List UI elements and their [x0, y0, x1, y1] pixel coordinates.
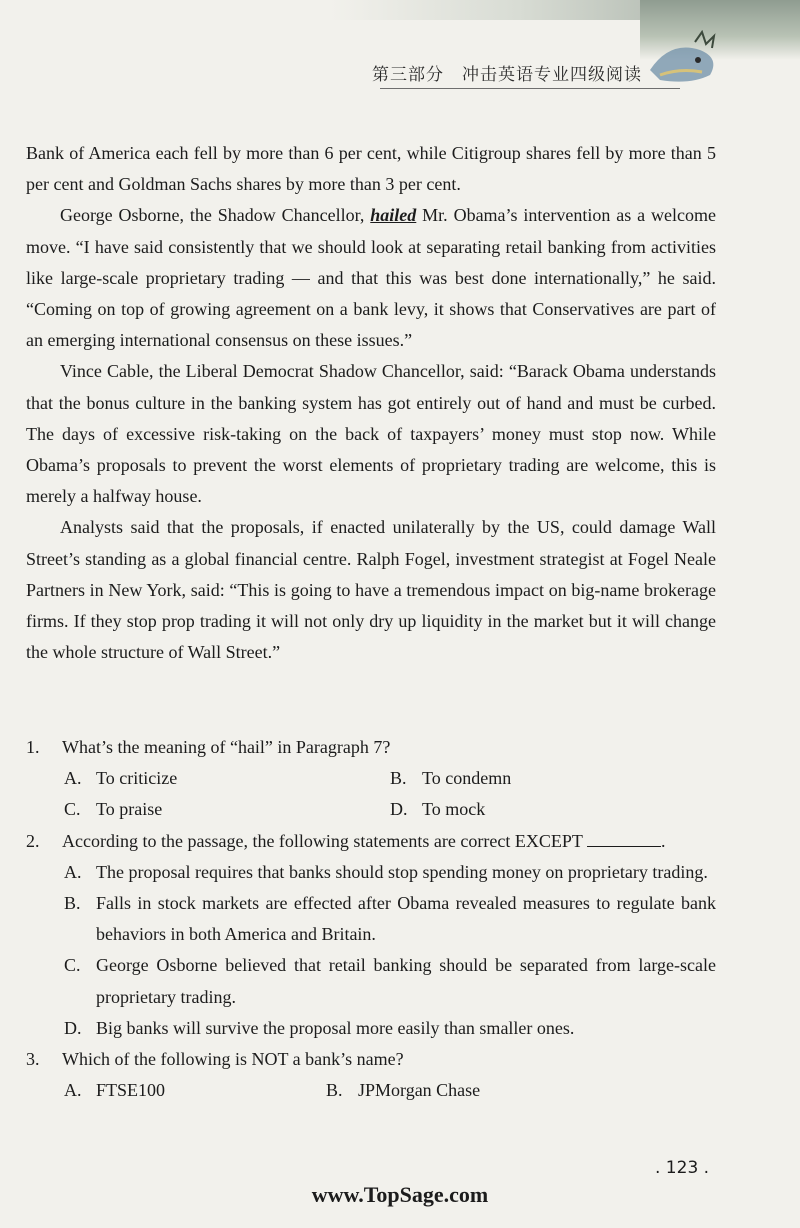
paragraph-text: Mr. Obama’s intervention as a welcome move. “I have said consistently that we should look at separating retail banking from activities like large-scale proprietary trading — and that this was best done internationally,” he said. “Coming on top of growing agreement on a bank levy, it shows that Conservatives are part of an emerging international consensus on these issues.” — [26, 205, 716, 351]
question-2 — [26, 826, 716, 857]
paragraph: Vince Cable, the Liberal Democrat Shadow Chancellor, said: “Barack Obama understands that the bonus culture in the banking system has got entirely out of hand and must be curbed. The days of excessive risk-taking on the back of taxpayers’ money must stop now. While Obama’s proposals to prevent the worst elements of proprietary trading are welcome, this is merely a halfway house. — [26, 361, 716, 507]
header-divider — [380, 88, 680, 89]
paragraph-text: George Osborne, the Shadow Chancellor, — [60, 205, 371, 226]
question-text — [62, 826, 716, 857]
option-d — [26, 1013, 716, 1044]
option-b — [326, 1075, 662, 1106]
question-1 — [26, 732, 716, 763]
option-text: To condemn — [422, 768, 512, 789]
option-letter: C. — [64, 955, 81, 976]
option-letter: C. — [64, 799, 81, 820]
question-stem: According to the passage, the following statements are correct EXCEPT — [62, 830, 583, 851]
paragraph: Bank of America each fell by more than 6 per cent, while Citigroup shares fell by more than 5 per cent and Goldman Sachs shares by more than 3 per cent. — [26, 143, 716, 195]
option-b — [26, 888, 716, 950]
option-text: FTSE100 — [96, 1080, 166, 1101]
option-text: To mock — [422, 799, 486, 820]
header-title: 第三部分 冲击英语专业四级阅读 — [372, 65, 642, 85]
option-letter: A. — [64, 861, 82, 882]
page-number: . 123 . — [655, 1158, 710, 1178]
question-number: 2. — [26, 830, 40, 851]
answer-blank — [587, 828, 661, 847]
option-text: To praise — [96, 799, 163, 820]
question-number: 1. — [26, 737, 40, 757]
option-text: To criticize — [96, 768, 178, 789]
option-text: George Osborne believed that retail banking should be separated from large-scale proprietary trading. — [96, 955, 716, 1007]
question-end: . — [661, 830, 666, 851]
option-letter: D. — [64, 1017, 82, 1038]
option-text: JPMorgan Chase — [358, 1080, 481, 1101]
question-3 — [26, 1044, 716, 1075]
highlighted-word: hailed — [370, 205, 417, 226]
question-text: Which of the following is NOT a bank’s name? — [62, 1049, 404, 1070]
passage — [26, 138, 716, 668]
option-letter: B. — [390, 768, 407, 789]
option-row — [26, 1075, 716, 1106]
option-text: The proposal requires that banks should stop spending money on proprietary trading. — [96, 861, 708, 882]
option-letter: B. — [64, 893, 81, 914]
option-a — [64, 763, 390, 794]
question-text: What’s the meaning of “hail” in Paragraph 7? — [62, 737, 391, 757]
option-letter: A. — [64, 1080, 82, 1101]
option-letter: B. — [326, 1080, 343, 1101]
option-row — [26, 763, 716, 794]
option-c — [26, 950, 716, 1012]
watermark: www.TopSage.com — [311, 1182, 489, 1207]
option-d — [390, 794, 716, 825]
question-number: 3. — [26, 1049, 40, 1070]
paragraph: Analysts said that the proposals, if enacted unilaterally by the US, could damage Wall Street’s standing as a global financial centre. Ralph Fogel, investment strategist at Fogel Neale Partners in New York, said: “This is going to have a tremendous impact on big-name brokerage firms. If they stop prop trading it will not only dry up liquidity in the market but it will change the whole structure of Wall Street.” — [26, 517, 716, 663]
mascot-icon — [640, 30, 730, 90]
option-a — [26, 857, 716, 888]
option-text: Big banks will survive the proposal more easily than smaller ones. — [96, 1017, 575, 1038]
option-letter: A. — [64, 768, 82, 789]
paragraph — [26, 200, 716, 356]
option-a — [64, 1075, 326, 1106]
question-list — [26, 732, 716, 1106]
option-row — [26, 794, 716, 825]
option-c — [64, 794, 390, 825]
option-b — [390, 763, 716, 794]
option-letter: D. — [390, 799, 408, 820]
option-text: Falls in stock markets are effected after Obama revealed measures to regulate bank behaviors in both America and Britain. — [96, 893, 716, 945]
